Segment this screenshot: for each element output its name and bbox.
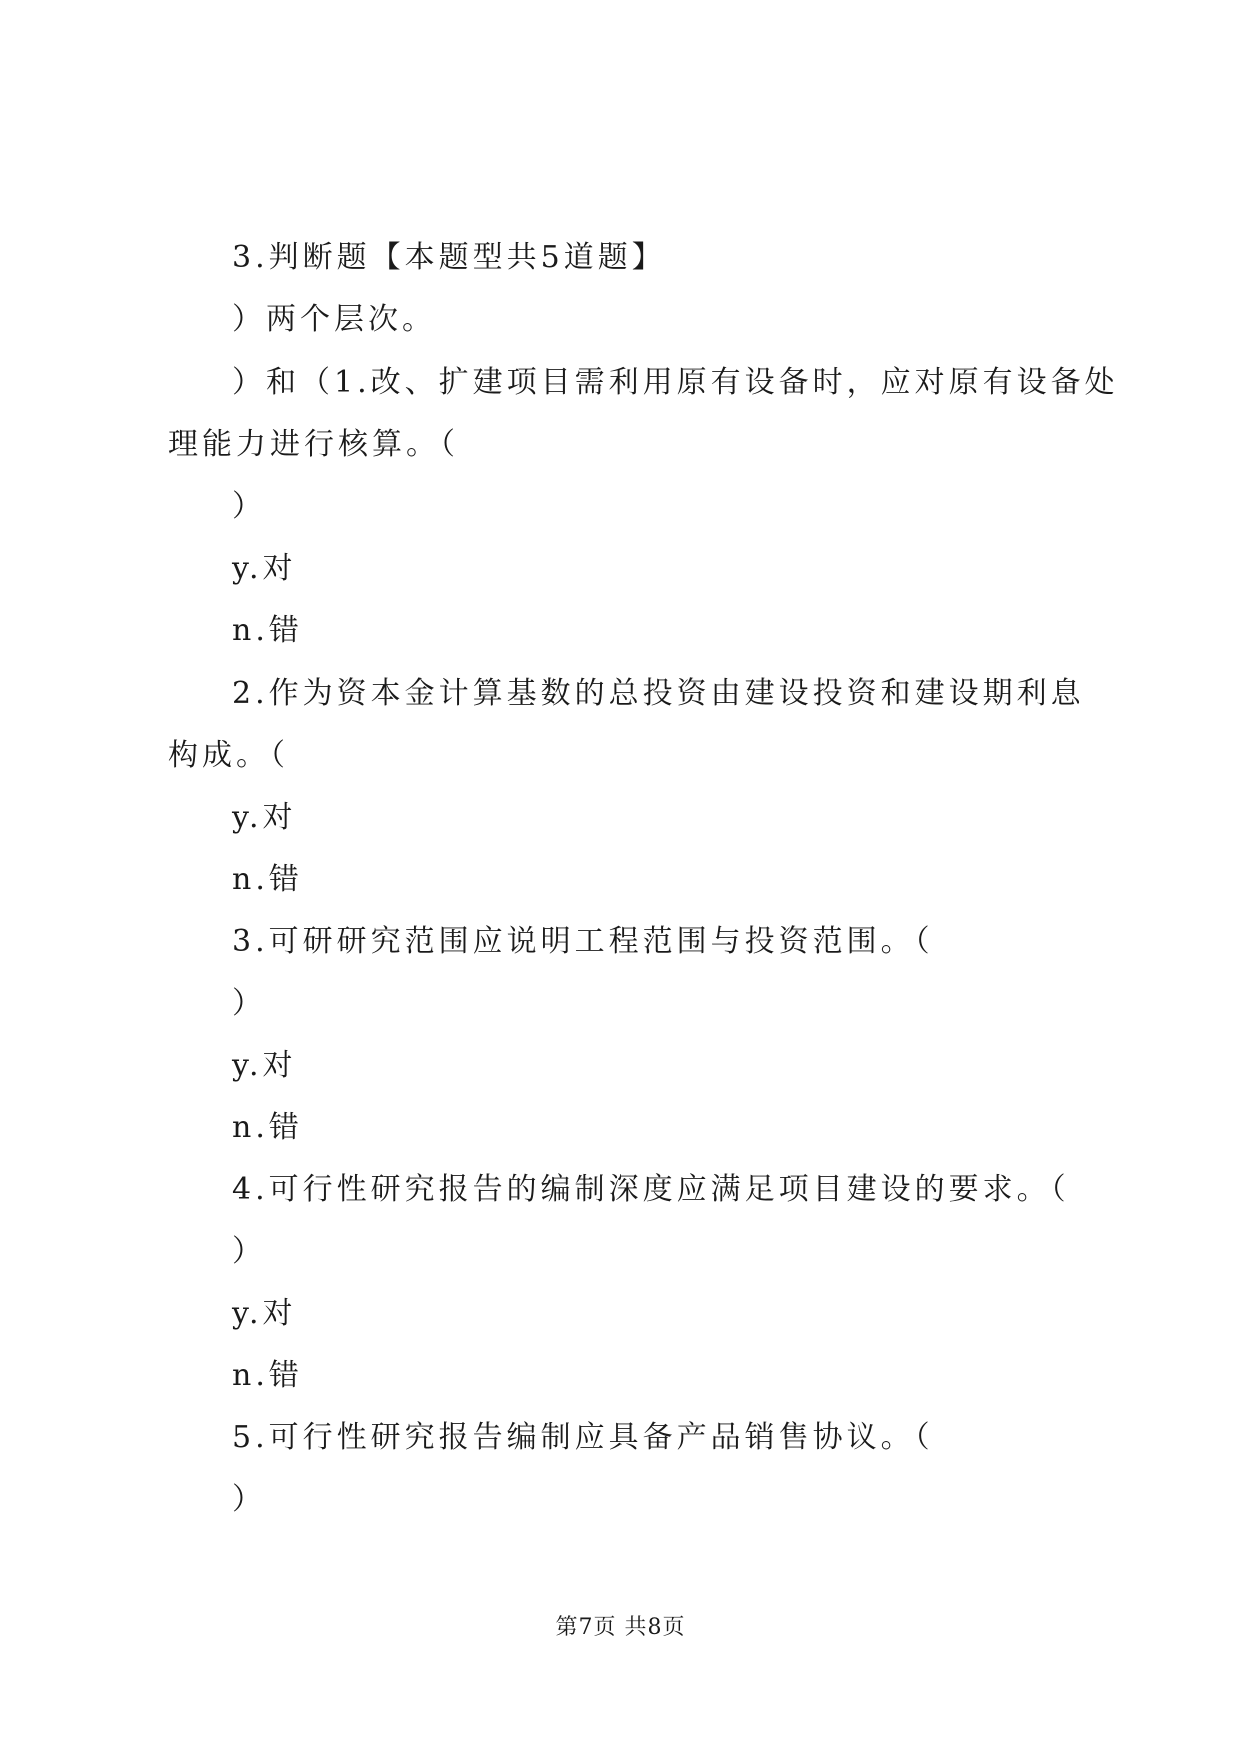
question-2-line-1: 2.作为资本金计算基数的总投资由建设投资和建设期利息 [232, 676, 1085, 711]
option-no: n.错 [232, 1358, 303, 1393]
option-yes: y.对 [232, 800, 297, 835]
page-footer: 第7页 共8页 [555, 1615, 686, 1640]
question-5: 5.可行性研究报告编制应具备产品销售协议。（ [232, 1420, 934, 1455]
answer-blank: ） [232, 986, 266, 1021]
question-4: 4.可行性研究报告的编制深度应满足项目建设的要求。（ [232, 1172, 1070, 1207]
text-line: ）两个层次。 [232, 302, 436, 337]
option-yes: y.对 [232, 551, 297, 586]
answer-blank: ） [232, 1482, 266, 1517]
question-2-line-2: 构成。（ [168, 738, 289, 773]
option-yes: y.对 [232, 1048, 297, 1083]
option-yes: y.对 [232, 1296, 297, 1331]
question-1-line-2: 理能力进行核算。（ [168, 427, 459, 462]
question-3: 3.可研研究范围应说明工程范围与投资范围。（ [232, 924, 934, 959]
question-1-line-1: ）和（1.改、扩建项目需利用原有设备时，应对原有设备处 [232, 365, 1119, 400]
option-no: n.错 [232, 862, 303, 897]
answer-blank: ） [232, 1234, 266, 1269]
option-no: n.错 [232, 613, 303, 648]
answer-blank: ） [232, 489, 266, 524]
option-no: n.错 [232, 1110, 303, 1145]
section-heading: 3.判断题【本题型共5道题】 [232, 240, 666, 275]
